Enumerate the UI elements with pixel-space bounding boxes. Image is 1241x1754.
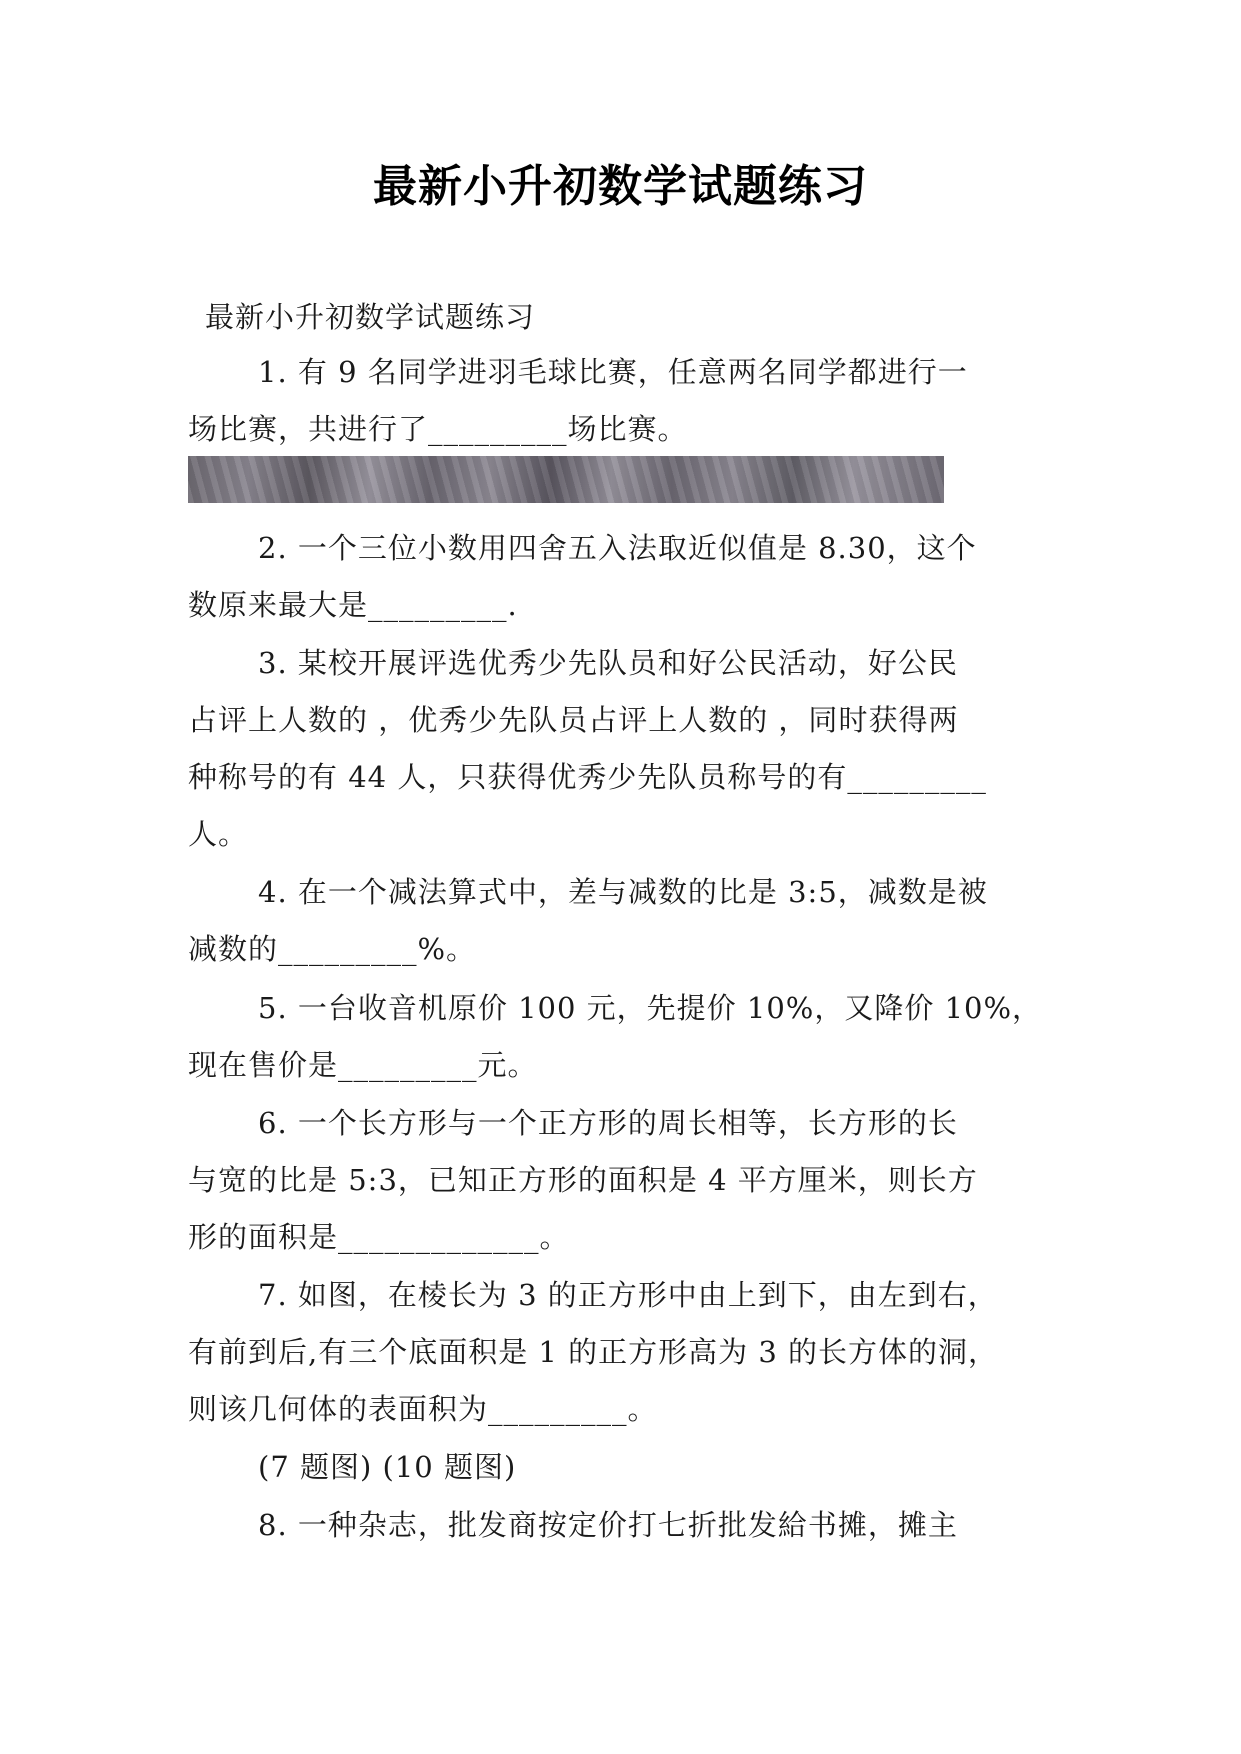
q5-line-1: 5. 一台收音机原价 100 元，先提价 10%，又降价 10%，: [258, 991, 1043, 1025]
q5-line-2: 现在售价是_________元。: [188, 1048, 538, 1082]
figure-captions: (7 题图) (10 题图): [258, 1450, 517, 1484]
blurred-image-strip: [188, 456, 944, 503]
q7-line-2: 有前到后,有三个底面积是 1 的正方形高为 3 的长方体的洞，: [188, 1335, 998, 1369]
q6-line-2: 与宽的比是 5:3，已知正方形的面积是 4 平方厘米，则长方: [188, 1163, 978, 1197]
q6-line-1: 6. 一个长方形与一个正方形的周长相等，长方形的长: [258, 1106, 958, 1140]
q8-line-1: 8. 一种杂志，批发商按定价打七折批发給书摊，摊主: [258, 1508, 958, 1542]
q7-line-3: 则该几何体的表面积为_________。: [188, 1392, 658, 1426]
q4-line-2: 减数的_________%。: [188, 932, 477, 966]
subtitle: 最新小升初数学试题练习: [205, 300, 536, 334]
q2-line-1: 2. 一个三位小数用四舍五入法取近似值是 8.30，这个: [258, 531, 977, 565]
q7-line-1: 7. 如图，在棱长为 3 的正方形中由上到下，由左到右，: [258, 1278, 998, 1312]
q1-line-2: 场比赛，共进行了_________场比赛。: [188, 412, 688, 446]
q6-line-3: 形的面积是_____________。: [188, 1220, 570, 1254]
page-title: 最新小升初数学试题练习: [373, 161, 868, 212]
q3-line-4: 人。: [188, 817, 249, 851]
q3-line-1: 3. 某校开展评选优秀少先队员和好公民活动，好公民: [258, 646, 958, 680]
q1-line-1: 1. 有 9 名同学进羽毛球比赛，任意两名同学都进行一: [258, 355, 968, 389]
q2-line-2: 数原来最大是_________.: [188, 588, 518, 622]
q3-line-3: 种称号的有 44 人，只获得优秀少先队员称号的有_________: [188, 760, 987, 794]
q3-line-2: 占评上人数的 ，优秀少先队员占评上人数的 ，同时获得两: [188, 703, 959, 737]
q4-line-1: 4. 在一个减法算式中，差与减数的比是 3:5，减数是被: [258, 875, 988, 909]
